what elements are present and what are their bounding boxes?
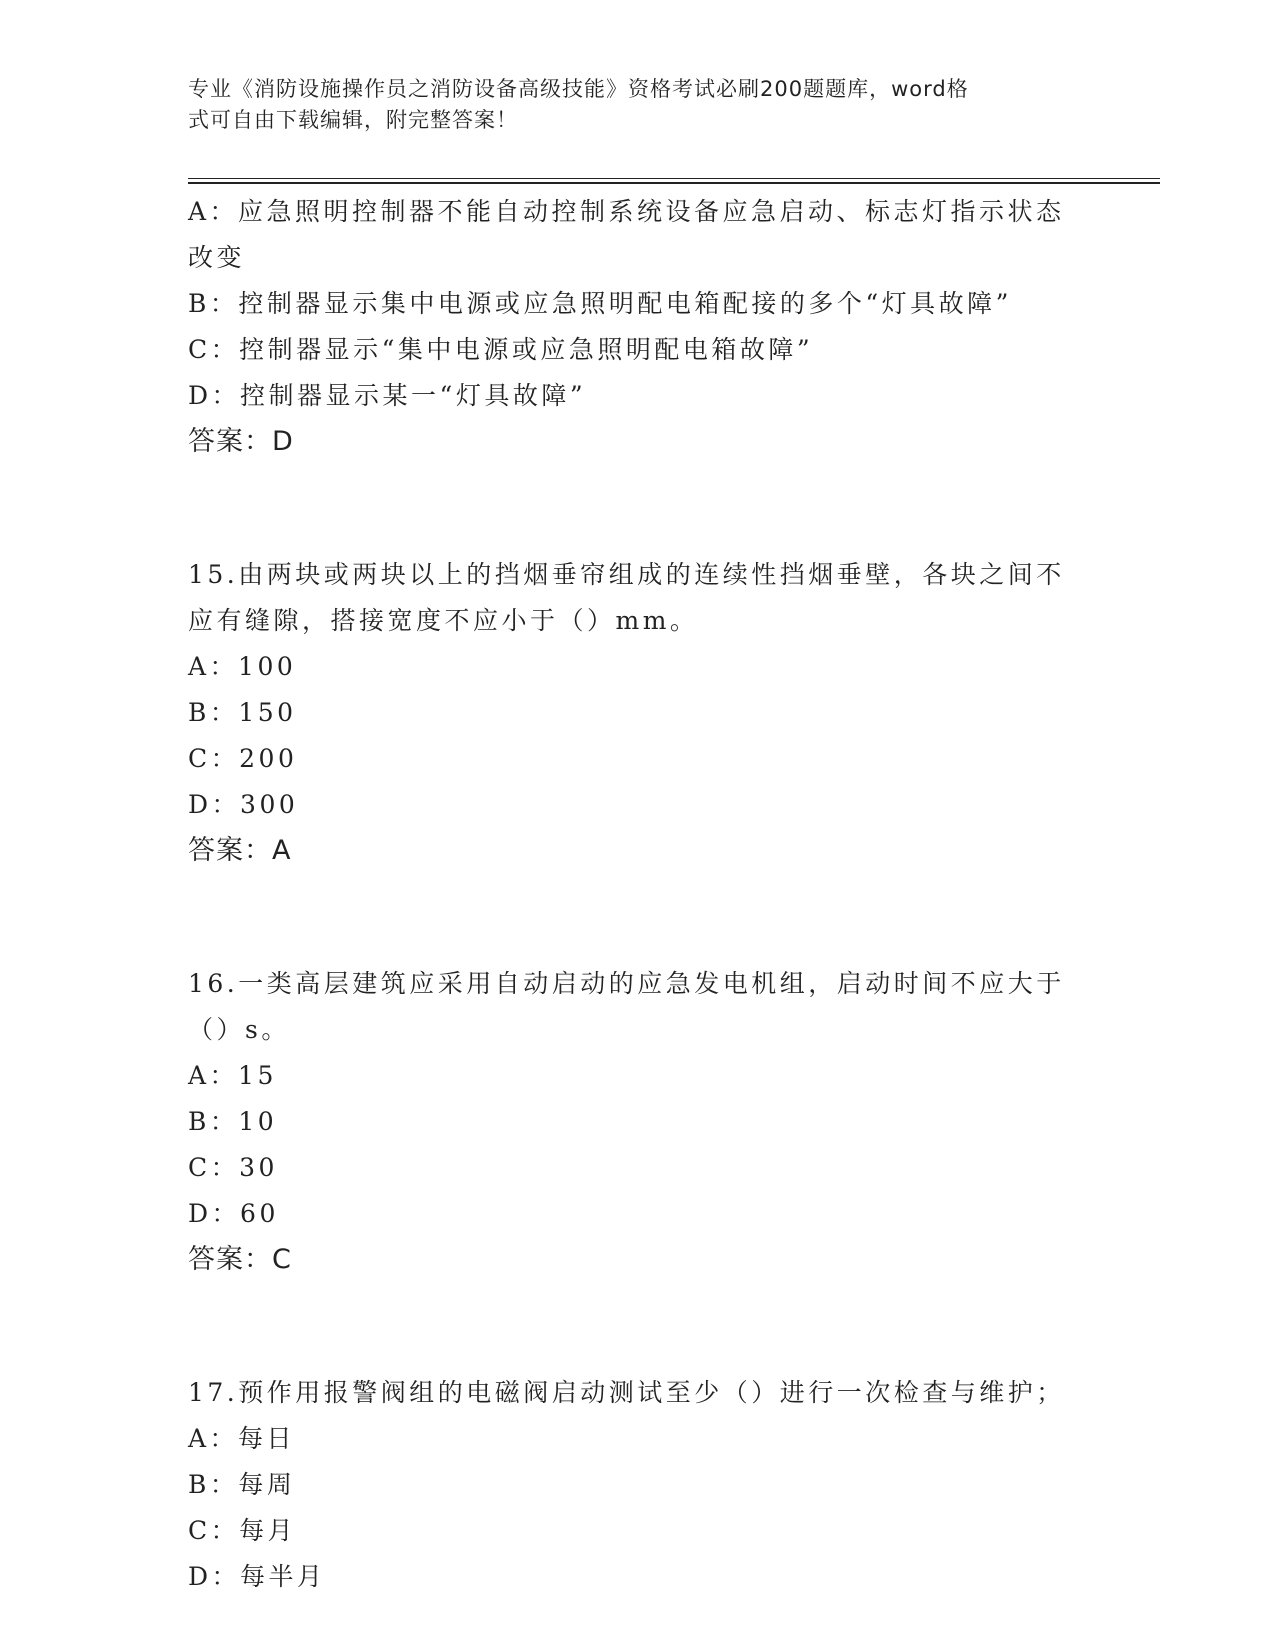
question-block-17 xyxy=(188,1370,1088,1600)
option-b: B：10 xyxy=(188,1107,278,1136)
header-line: 式可自由下载编辑，附完整答案！ xyxy=(188,108,518,132)
answer-label: 答案：C xyxy=(188,1244,292,1275)
option-a: A：应急照明控制器不能自动控制系统设备应急启动、标志灯指示状态 xyxy=(188,197,1065,226)
question-list xyxy=(188,189,1088,1600)
question-stem: 15.由两块或两块以上的挡烟垂帘组成的连续性挡烟垂壁，各块之间不 xyxy=(188,560,1065,589)
question-stem-continued: 应有缝隙，搭接宽度不应小于（）mm。 xyxy=(188,606,699,635)
header-divider-thin xyxy=(188,178,1160,179)
question-block-prev xyxy=(188,189,1088,465)
question-stem: 17.预作用报警阀组的电磁阀启动测试至少（）进行一次检查与维护； xyxy=(188,1378,1065,1407)
option-d: D：300 xyxy=(188,790,299,819)
option-a: A：100 xyxy=(188,652,297,681)
option-a-continued: 改变 xyxy=(188,243,246,272)
option-d: D：每半月 xyxy=(188,1562,326,1591)
option-b: B：控制器显示集中电源或应急照明配电箱配接的多个“灯具故障” xyxy=(188,289,1012,318)
question-stem-continued: （）s。 xyxy=(188,1015,290,1044)
option-d: D：控制器显示某一“灯具故障” xyxy=(188,381,587,410)
question-block-15 xyxy=(188,552,1088,874)
question-block-16 xyxy=(188,961,1088,1283)
header-line: 专业《消防设施操作员之消防设备高级技能》资格考试必刷200题题库，word格 xyxy=(188,77,969,101)
answer-label: 答案：A xyxy=(188,835,292,866)
option-c: C：每月 xyxy=(188,1516,297,1545)
option-c: C：30 xyxy=(188,1153,278,1182)
option-b: B：每周 xyxy=(188,1470,296,1499)
document-header xyxy=(188,74,1068,136)
option-a: A：每日 xyxy=(188,1424,296,1453)
option-c: C：控制器显示“集中电源或应急照明配电箱故障” xyxy=(188,335,814,364)
header-divider-thick xyxy=(188,182,1160,184)
option-b: B：150 xyxy=(188,698,297,727)
option-a: A：15 xyxy=(188,1061,277,1090)
question-stem: 16.一类高层建筑应采用自动启动的应急发电机组，启动时间不应大于 xyxy=(188,969,1065,998)
answer-label: 答案：D xyxy=(188,426,294,457)
option-c: C：200 xyxy=(188,744,298,773)
option-d: D：60 xyxy=(188,1199,279,1228)
